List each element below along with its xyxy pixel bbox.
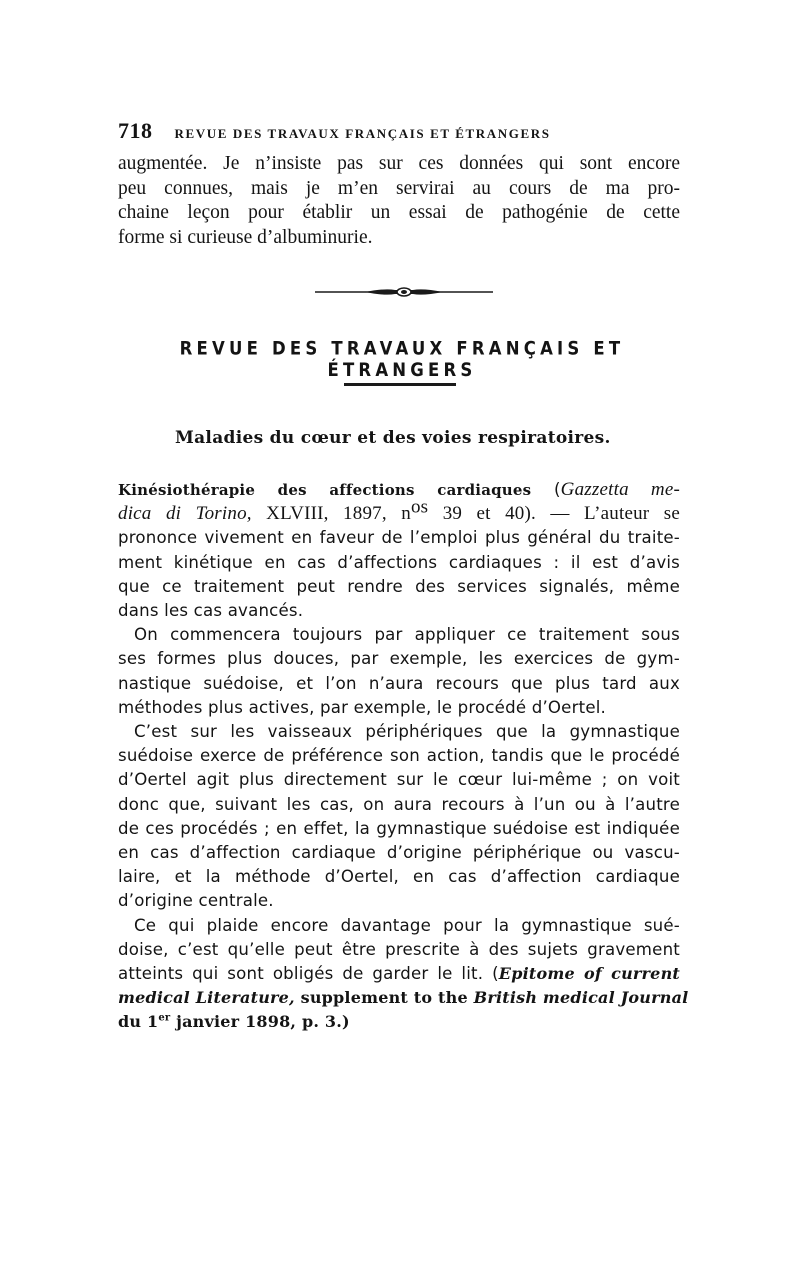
text-line: chaine leçon pour établir un essai de pathogénie de cette xyxy=(118,202,680,224)
source-ref-cont: 39 et 40). xyxy=(428,503,536,525)
source-journal: Gazzetta me- xyxy=(560,479,680,500)
citation-journal: British medical Journal xyxy=(473,988,689,1008)
text-line: de ces procédés ; en effet, la gymnastique suédoise est indiquée xyxy=(118,818,680,838)
text-line: donc que, suivant les cas, on aura recours à l’un ou à l’autre xyxy=(118,794,680,814)
text-line: que ce traitement peut rendre des services signalés, même xyxy=(118,576,680,596)
article-lead-line xyxy=(118,478,680,502)
section-rule xyxy=(344,383,456,386)
text-line: prononce vivement en faveur de l’emploi plus général du traite- xyxy=(118,528,680,548)
text-line: peu connues, mais je m’en servirai au cours de ma pro- xyxy=(118,177,680,199)
intro-paragraph xyxy=(118,152,680,250)
running-head xyxy=(118,118,680,144)
text-line: ses formes plus douces, par exemple, les exercices de gym- xyxy=(118,649,680,669)
text-line: doise, c’est qu’elle peut être prescrite à des sujets gravement xyxy=(118,939,680,959)
running-title: REVUE DES TRAVAUX FRANÇAIS ET ÉTRANGERS xyxy=(174,126,551,141)
source-journal-cont: dica di Torino, xyxy=(118,503,252,525)
citation-line xyxy=(118,962,680,986)
article-title: Kinésiothérapie des affections cardiaques xyxy=(118,481,532,499)
text-line: d’Oertel agit plus directement sur le cœur lui-même ; on voit xyxy=(118,770,680,790)
text-line: en cas d’affection cardiaque d’origine périphérique ou vascu- xyxy=(118,843,680,863)
text-line: On commencera toujours par appliquer ce traitement sous xyxy=(134,625,680,645)
text-line: méthodes plus actives, par exemple, le procédé d’Oertel. xyxy=(118,697,607,717)
text-line: C’est sur les vaisseaux périphériques que la gymnastique xyxy=(134,722,680,742)
citation-date-cont: janvier 1898, p. 3.) xyxy=(170,1012,350,1032)
text-line: nastique suédoise, et l’on n’aura recours que plus tard aux xyxy=(118,673,680,693)
lead-rest: — L’auteur se xyxy=(535,503,680,525)
text-line: laire, et la méthode d’Oertel, en cas d’affection cardiaque xyxy=(118,867,680,887)
citation-text: supplement to the xyxy=(294,988,474,1008)
text-line: forme si curieuse d’albuminurie. xyxy=(118,226,373,248)
text-line: suédoise exerce de préférence son action, tandis que le procédé xyxy=(118,746,680,766)
source-open: ( xyxy=(553,480,561,499)
citation-line xyxy=(118,986,689,1010)
ornament-divider-icon xyxy=(315,286,493,298)
text-line: Ce qui plaide encore davantage pour la gymnastique sué- xyxy=(134,915,680,935)
citation-date-sup: er xyxy=(158,1013,171,1025)
citation-line xyxy=(118,1010,680,1034)
citation-title-cont: medical Literature, xyxy=(118,988,295,1008)
text-line: ment kinétique en cas d’affections cardiaques : il est d’avis xyxy=(118,552,680,572)
article-source-line xyxy=(118,496,680,526)
text-line: augmentée. Je n’insiste pas sur ces données qui sont encore xyxy=(118,153,680,174)
article xyxy=(118,478,689,1035)
text-line: d’origine centrale. xyxy=(118,891,274,911)
text-line: dans les cas avancés. xyxy=(118,601,304,621)
subsection-title: Maladies du cœur et des voies respiratoires. xyxy=(175,428,611,448)
citation-date: du 1 xyxy=(118,1012,159,1032)
citation-text: atteints qui sont obligés de garder le lit. ( xyxy=(118,964,499,984)
source-ref-sup: os xyxy=(410,496,429,518)
source-ref: XLVIII, 1897, n xyxy=(251,503,411,525)
page-number: 718 xyxy=(118,118,153,143)
citation-title: Epitome of current xyxy=(498,964,680,984)
section-title: REVUE DES TRAVAUX FRANÇAIS ET ÉTRANGERS xyxy=(179,337,625,381)
